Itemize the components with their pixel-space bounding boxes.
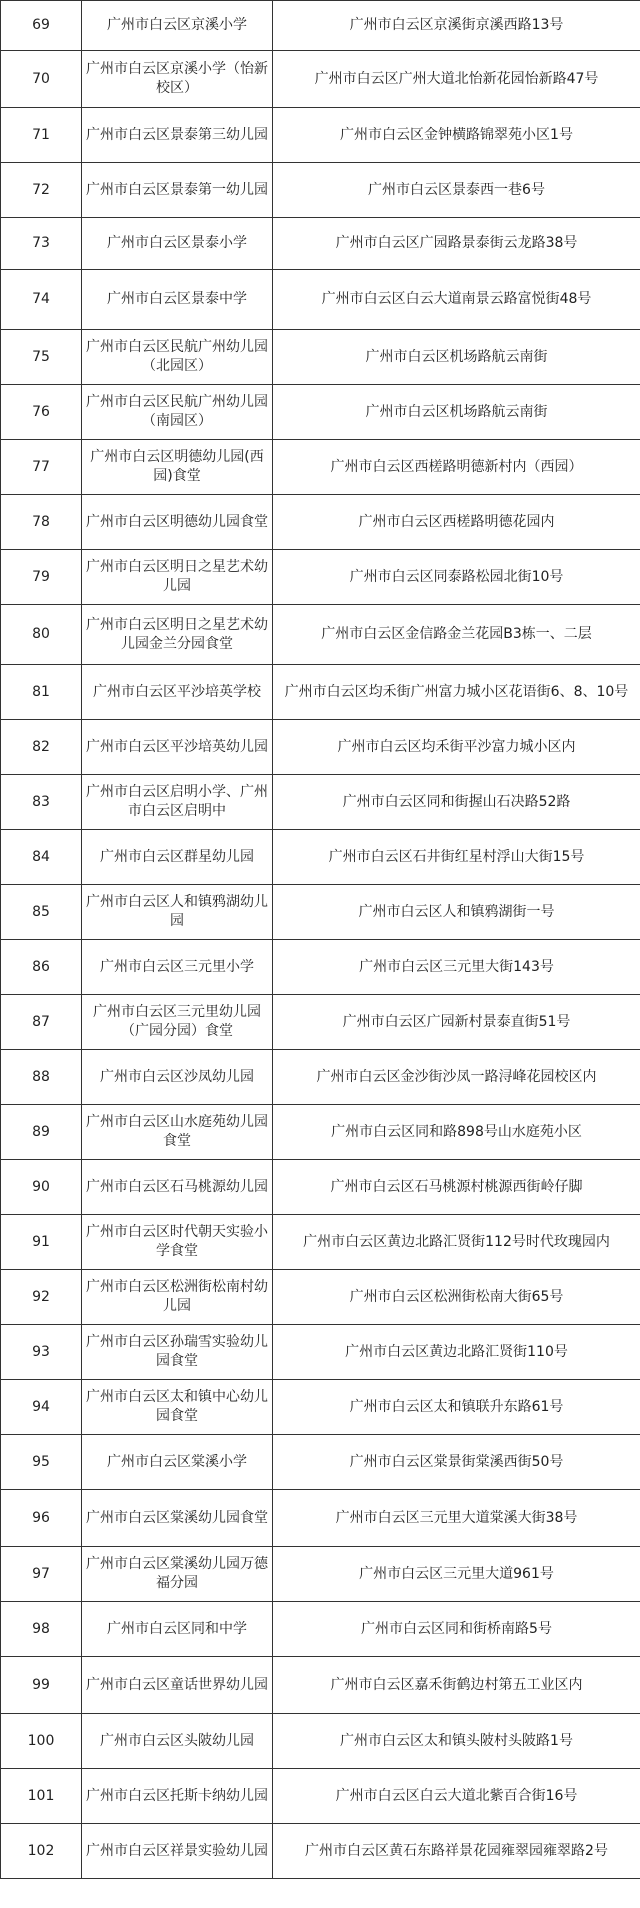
school-name-cell: [82, 1270, 273, 1325]
table-row: [1, 1435, 640, 1490]
school-name-cell-text: 广州市白云区三元里小学: [100, 958, 254, 975]
school-name-cell-text: 广州市白云区沙凤幼儿园: [100, 1068, 254, 1085]
row-number-cell: [1, 940, 82, 995]
row-number-cell-text: 102: [27, 1842, 55, 1859]
table-row: [1, 995, 640, 1050]
address-cell: [273, 1657, 640, 1714]
table-row: [1, 940, 640, 995]
address-cell-text: 广州市白云区太和镇联升东路61号: [349, 1398, 564, 1415]
row-number-cell: [1, 495, 82, 550]
table-row: [1, 1824, 640, 1879]
row-number-cell-text: 82: [32, 738, 50, 755]
address-cell-text: 广州市白云区机场路航云南街: [365, 348, 548, 365]
row-number-cell: [1, 440, 82, 495]
row-number-cell-text: 71: [32, 126, 50, 143]
school-name-cell: [82, 218, 273, 270]
row-number-cell-text: 69: [32, 17, 50, 33]
address-cell-text: 广州市白云区白云大道北紫百合街16号: [335, 1787, 578, 1804]
address-cell-text: 广州市白云区西槎路明德新村内（西园）: [330, 458, 583, 475]
address-cell-text: 广州市白云区黄石东路祥景花园雍翠园雍翠路2号: [305, 1842, 608, 1859]
school-name-cell: [82, 1769, 273, 1824]
row-number-cell-text: 99: [32, 1676, 50, 1693]
table-row: [1, 1270, 640, 1325]
address-cell: [273, 1769, 640, 1824]
row-number-cell-text: 77: [32, 458, 50, 475]
address-cell-text: 广州市白云区广园新村景泰直街51号: [342, 1013, 571, 1030]
school-name-cell: [82, 995, 273, 1050]
address-cell: [273, 218, 640, 270]
row-number-cell-text: 86: [32, 958, 50, 975]
row-number-cell: [1, 1769, 82, 1824]
address-cell-text: 广州市白云区景泰西一巷6号: [368, 181, 545, 198]
row-number-cell-text: 74: [32, 291, 50, 307]
row-number-cell-text: 95: [32, 1453, 50, 1470]
row-number-cell-text: 101: [27, 1787, 55, 1804]
table-row: [1, 385, 640, 440]
table-row: [1, 1, 640, 51]
address-cell-text: 广州市白云区金沙街沙凤一路浔峰花园校区内: [316, 1068, 597, 1085]
row-number-cell: [1, 163, 82, 218]
school-name-cell-text: 广州市白云区明德幼儿园(西园)食堂: [90, 449, 264, 484]
address-cell-text: 广州市白云区白云大道南景云路富悦街48号: [321, 291, 592, 307]
school-name-cell-text: 广州市白云区三元里幼儿园（广园分园）食堂: [93, 1004, 261, 1039]
address-cell-text: 广州市白云区人和镇鸦湖街一号: [358, 903, 555, 920]
address-cell-text: 广州市白云区石马桃源村桃源西街岭仔脚: [330, 1178, 583, 1195]
table-row: [1, 1490, 640, 1547]
school-name-cell: [82, 1105, 273, 1160]
row-number-cell-text: 98: [32, 1620, 50, 1637]
row-number-cell: [1, 1824, 82, 1879]
table-row: [1, 550, 640, 605]
address-cell: [273, 1435, 640, 1490]
row-number-cell-text: 89: [32, 1123, 50, 1140]
school-name-cell: [82, 1547, 273, 1602]
row-number-cell-text: 80: [32, 626, 50, 642]
address-cell-text: 广州市白云区三元里大街143号: [359, 958, 554, 975]
school-name-cell: [82, 605, 273, 665]
address-cell-text: 广州市白云区同和街握山石决路52路: [342, 793, 571, 810]
address-cell-text: 广州市白云区均禾街平沙富力城小区内: [337, 738, 576, 755]
row-number-cell: [1, 51, 82, 108]
address-cell: [273, 1602, 640, 1657]
school-name-cell: [82, 1050, 273, 1105]
row-number-cell-text: 78: [32, 513, 50, 530]
school-name-cell: [82, 830, 273, 885]
school-name-cell: [82, 665, 273, 720]
row-number-cell-text: 91: [32, 1233, 50, 1250]
address-cell-text: 广州市白云区三元里大道棠溪大街38号: [335, 1509, 578, 1526]
school-name-cell-text: 广州市白云区京溪小学（怡新校区）: [86, 61, 268, 96]
address-cell: [273, 495, 640, 550]
row-number-cell: [1, 1160, 82, 1215]
table-row: [1, 163, 640, 218]
table-row: [1, 1105, 640, 1160]
row-number-cell: [1, 270, 82, 330]
address-cell: [273, 1160, 640, 1215]
school-name-cell: [82, 1435, 273, 1490]
row-number-cell: [1, 108, 82, 163]
row-number-cell: [1, 1435, 82, 1490]
school-name-cell-text: 广州市白云区明日之星艺术幼儿园金兰分园食堂: [86, 616, 268, 652]
address-cell: [273, 885, 640, 940]
school-name-cell-text: 广州市白云区棠溪小学: [107, 1453, 247, 1470]
school-name-cell-text: 广州市白云区景泰中学: [107, 291, 247, 307]
address-cell: [273, 270, 640, 330]
school-name-cell-text: 广州市白云区时代朝天实验小学食堂: [86, 1224, 268, 1259]
school-name-cell-text: 广州市白云区平沙培英幼儿园: [86, 738, 268, 755]
school-name-cell: [82, 51, 273, 108]
address-cell: [273, 550, 640, 605]
row-number-cell-text: 88: [32, 1068, 50, 1085]
row-number-cell-text: 70: [32, 70, 50, 87]
address-cell: [273, 440, 640, 495]
row-number-cell-text: 72: [32, 181, 50, 198]
address-cell: [273, 163, 640, 218]
school-name-cell: [82, 550, 273, 605]
row-number-cell-text: 97: [32, 1565, 50, 1582]
address-cell-text: 广州市白云区石井街红星村浮山大街15号: [328, 848, 585, 865]
school-name-cell-text: 广州市白云区景泰第三幼儿园: [86, 126, 268, 143]
row-number-cell: [1, 1490, 82, 1547]
school-name-cell-text: 广州市白云区明德幼儿园食堂: [86, 513, 268, 530]
school-name-cell: [82, 270, 273, 330]
address-cell: [273, 995, 640, 1050]
address-cell: [273, 1270, 640, 1325]
table-row: [1, 1547, 640, 1602]
school-name-cell: [82, 1215, 273, 1270]
school-name-cell-text: 广州市白云区孙瑞雪实验幼儿园食堂: [86, 1334, 268, 1369]
school-name-cell-text: 广州市白云区松洲街松南村幼儿园: [86, 1279, 268, 1314]
school-name-cell-text: 广州市白云区京溪小学: [107, 17, 247, 33]
address-cell-text: 广州市白云区广园路景泰街云龙路38号: [335, 235, 578, 251]
school-name-cell-text: 广州市白云区群星幼儿园: [100, 848, 254, 865]
row-number-cell: [1, 1105, 82, 1160]
school-name-cell-text: 广州市白云区平沙培英学校: [93, 683, 261, 700]
address-cell: [273, 330, 640, 385]
row-number-cell: [1, 385, 82, 440]
school-name-cell-text: 广州市白云区太和镇中心幼儿园食堂: [86, 1389, 268, 1424]
table-row: [1, 1602, 640, 1657]
school-name-cell: [82, 1490, 273, 1547]
row-number-cell-text: 100: [27, 1732, 55, 1749]
row-number-cell-text: 94: [32, 1398, 50, 1415]
row-number-cell-text: 84: [32, 848, 50, 865]
address-cell: [273, 1490, 640, 1547]
school-name-cell: [82, 1160, 273, 1215]
table-row: [1, 830, 640, 885]
school-name-cell: [82, 385, 273, 440]
address-cell-text: 广州市白云区机场路航云南街: [365, 403, 548, 420]
school-name-cell: [82, 1824, 273, 1879]
address-cell-text: 广州市白云区黄边北路汇贤街110号: [345, 1343, 568, 1360]
school-name-cell: [82, 440, 273, 495]
row-number-cell: [1, 720, 82, 775]
address-cell: [273, 720, 640, 775]
school-name-cell-text: 广州市白云区同和中学: [107, 1620, 247, 1637]
address-cell-text: 广州市白云区松洲街松南大街65号: [349, 1288, 564, 1305]
row-number-cell: [1, 665, 82, 720]
row-number-cell: [1, 218, 82, 270]
address-cell-text: 广州市白云区京溪街京溪西路13号: [349, 17, 564, 33]
school-name-cell-text: 广州市白云区棠溪幼儿园食堂: [86, 1509, 268, 1526]
table-body: [1, 1, 640, 1879]
table-row: [1, 885, 640, 940]
address-cell: [273, 1, 640, 51]
school-name-cell-text: 广州市白云区明日之星艺术幼儿园: [86, 559, 268, 594]
address-cell: [273, 1824, 640, 1879]
school-name-cell-text: 广州市白云区民航广州幼儿园（南园区）: [86, 394, 268, 429]
row-number-cell: [1, 330, 82, 385]
table-row: [1, 605, 640, 665]
school-name-cell: [82, 720, 273, 775]
table-row: [1, 1215, 640, 1270]
row-number-cell: [1, 1270, 82, 1325]
address-cell: [273, 1325, 640, 1380]
row-number-cell: [1, 995, 82, 1050]
row-number-cell-text: 79: [32, 568, 50, 585]
address-cell: [273, 665, 640, 720]
school-name-cell-text: 广州市白云区人和镇鸦湖幼儿园: [86, 894, 268, 929]
school-name-cell: [82, 1714, 273, 1769]
address-cell: [273, 830, 640, 885]
table-row: [1, 1050, 640, 1105]
row-number-cell: [1, 830, 82, 885]
table-row: [1, 1657, 640, 1714]
address-cell: [273, 1105, 640, 1160]
table-row: [1, 1714, 640, 1769]
address-cell-text: 广州市白云区同泰路松园北街10号: [349, 568, 564, 585]
table-row: [1, 495, 640, 550]
address-cell: [273, 108, 640, 163]
school-name-cell-text: 广州市白云区景泰第一幼儿园: [86, 181, 268, 198]
school-name-cell: [82, 495, 273, 550]
table-row: [1, 270, 640, 330]
row-number-cell: [1, 1547, 82, 1602]
school-name-cell-text: 广州市白云区童话世界幼儿园: [86, 1676, 268, 1693]
table-row: [1, 51, 640, 108]
address-cell: [273, 1714, 640, 1769]
row-number-cell: [1, 605, 82, 665]
address-cell-text: 广州市白云区棠景街棠溪西街50号: [349, 1453, 564, 1470]
address-cell-text: 广州市白云区黄边北路汇贤街112号时代玫瑰园内: [303, 1233, 610, 1250]
address-cell: [273, 51, 640, 108]
school-name-cell: [82, 108, 273, 163]
school-name-cell: [82, 1602, 273, 1657]
row-number-cell: [1, 885, 82, 940]
school-name-cell-text: 广州市白云区棠溪幼儿园万德福分园: [86, 1556, 268, 1591]
row-number-cell-text: 87: [32, 1013, 50, 1030]
school-name-cell-text: 广州市白云区石马桃源幼儿园: [86, 1178, 268, 1195]
school-name-cell-text: 广州市白云区景泰小学: [107, 235, 247, 251]
table-row: [1, 1380, 640, 1435]
school-name-cell-text: 广州市白云区头陂幼儿园: [100, 1732, 254, 1749]
address-cell: [273, 940, 640, 995]
table-row: [1, 1160, 640, 1215]
address-cell-text: 广州市白云区西槎路明德花园内: [358, 513, 555, 530]
school-name-cell: [82, 1, 273, 51]
address-cell-text: 广州市白云区同和路898号山水庭苑小区: [331, 1123, 582, 1140]
school-name-cell: [82, 1657, 273, 1714]
table-row: [1, 720, 640, 775]
row-number-cell-text: 83: [32, 793, 50, 810]
school-name-cell: [82, 1380, 273, 1435]
row-number-cell: [1, 1325, 82, 1380]
school-name-cell: [82, 163, 273, 218]
address-cell-text: 广州市白云区同和街桥南路5号: [361, 1620, 552, 1637]
row-number-cell-text: 85: [32, 903, 50, 920]
address-cell-text: 广州市白云区金信路金兰花园B3栋一、二层: [321, 626, 592, 642]
school-name-cell: [82, 775, 273, 830]
school-name-cell: [82, 1325, 273, 1380]
school-name-cell: [82, 940, 273, 995]
school-name-cell-text: 广州市白云区民航广州幼儿园（北园区）: [86, 339, 268, 374]
table-row: [1, 1325, 640, 1380]
school-name-cell-text: 广州市白云区山水庭苑幼儿园食堂: [86, 1114, 268, 1149]
address-cell-text: 广州市白云区三元里大道961号: [359, 1565, 554, 1582]
table-row: [1, 665, 640, 720]
address-cell: [273, 605, 640, 665]
row-number-cell-text: 92: [32, 1288, 50, 1305]
address-cell: [273, 1547, 640, 1602]
row-number-cell-text: 75: [32, 348, 50, 365]
row-number-cell: [1, 550, 82, 605]
table-row: [1, 108, 640, 163]
address-cell: [273, 1050, 640, 1105]
address-cell-text: 广州市白云区嘉禾街鹤边村第五工业区内: [330, 1676, 583, 1693]
address-cell-text: 广州市白云区太和镇头陂村头陂路1号: [340, 1732, 573, 1749]
address-cell: [273, 775, 640, 830]
address-cell: [273, 385, 640, 440]
row-number-cell: [1, 775, 82, 830]
table-row: [1, 330, 640, 385]
row-number-cell: [1, 1714, 82, 1769]
row-number-cell: [1, 1657, 82, 1714]
address-cell: [273, 1380, 640, 1435]
school-name-cell: [82, 330, 273, 385]
row-number-cell-text: 96: [32, 1509, 50, 1526]
table-row: [1, 775, 640, 830]
row-number-cell-text: 93: [32, 1343, 50, 1360]
table-row: [1, 1769, 640, 1824]
school-name-cell-text: 广州市白云区托斯卡纳幼儿园: [86, 1787, 268, 1804]
row-number-cell-text: 73: [32, 235, 50, 251]
school-name-cell-text: 广州市白云区祥景实验幼儿园: [86, 1842, 268, 1859]
table-row: [1, 218, 640, 270]
row-number-cell: [1, 1215, 82, 1270]
address-cell: [273, 1215, 640, 1270]
row-number-cell: [1, 1, 82, 51]
row-number-cell-text: 90: [32, 1178, 50, 1195]
row-number-cell-text: 81: [32, 683, 50, 700]
address-cell-text: 广州市白云区广州大道北怡新花园怡新路47号: [314, 70, 599, 87]
row-number-cell: [1, 1380, 82, 1435]
row-number-cell: [1, 1602, 82, 1657]
row-number-cell: [1, 1050, 82, 1105]
school-name-cell: [82, 885, 273, 940]
table-row: [1, 440, 640, 495]
address-cell-text: 广州市白云区均禾街广州富力城小区花语街6、8、10号: [284, 683, 629, 700]
school-name-cell-text: 广州市白云区启明小学、广州市白云区启明中: [86, 784, 268, 819]
address-cell-text: 广州市白云区金钟横路锦翠苑小区1号: [340, 126, 573, 143]
row-number-cell-text: 76: [32, 403, 50, 420]
